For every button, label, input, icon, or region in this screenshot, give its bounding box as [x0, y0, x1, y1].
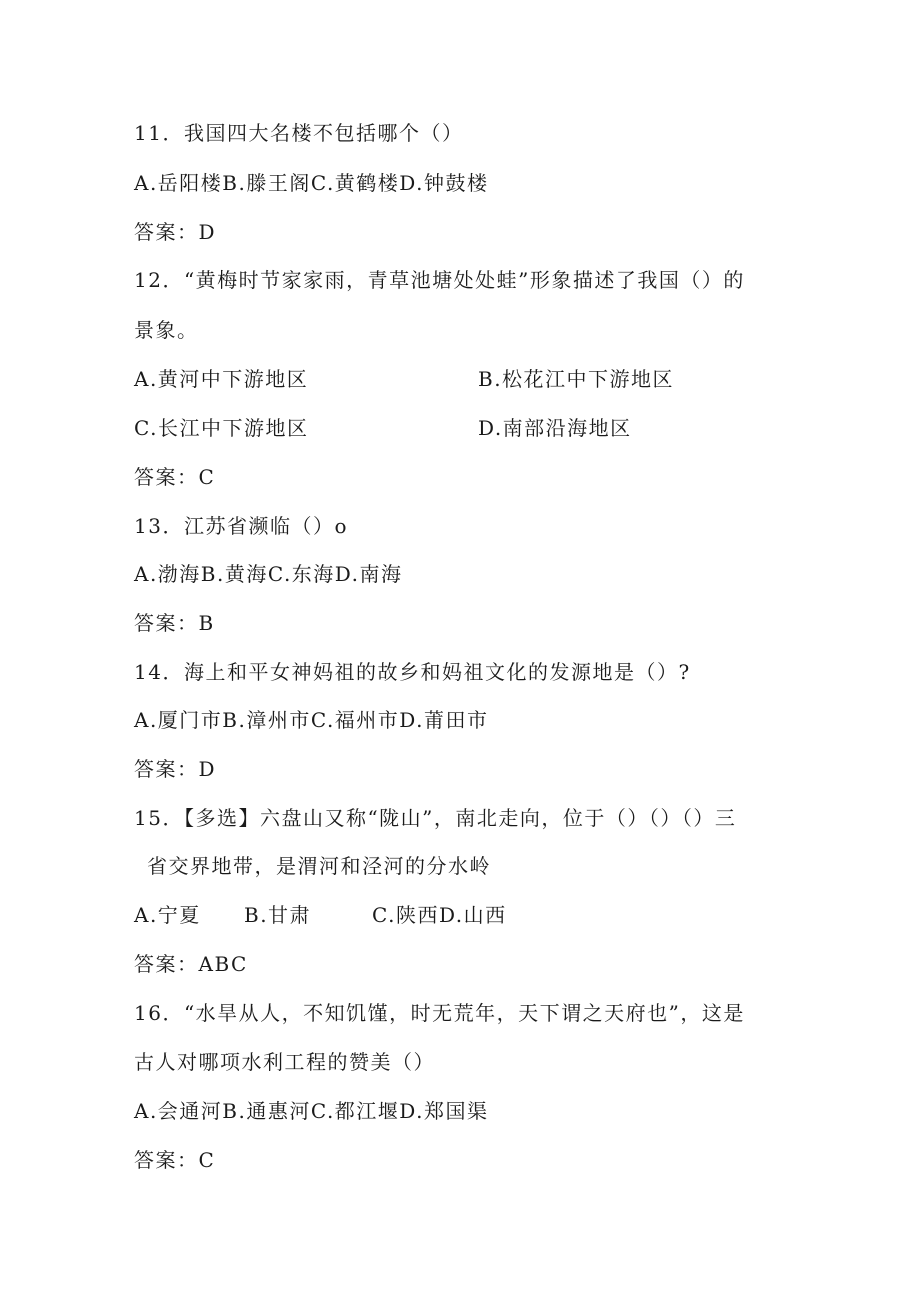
question-12-stem-line2: 景象。	[134, 318, 199, 342]
question-12-option-b: B.松花江中下游地区	[478, 367, 675, 391]
question-15-stem-line2: 省交界地带，是渭河和泾河的分水岭	[147, 854, 491, 878]
question-12-option-d: D.南部沿海地区	[478, 416, 632, 440]
question-11-answer: 答案：D	[134, 220, 217, 244]
question-15-answer: 答案：ABC	[134, 952, 248, 976]
question-12-answer: 答案：C	[134, 465, 216, 489]
question-16-stem-line1: 16．“水旱从人，不知饥馑，时无荒年，天下谓之天府也”，这是	[134, 1001, 745, 1025]
question-14-stem: 14．海上和平女神妈祖的故乡和妈祖文化的发源地是（）?	[134, 660, 691, 684]
question-16-stem-line2: 古人对哪项水利工程的赞美（）	[134, 1050, 435, 1074]
question-13-options: A.渤海B.黄海C.东海D.南海	[134, 562, 403, 586]
question-14-answer: 答案：D	[134, 757, 217, 781]
question-13-stem: 13．江苏省濒临（）o	[134, 514, 348, 538]
question-15-option-a: A.宁夏	[134, 903, 201, 927]
question-11-stem: 11．我国四大名楼不包括哪个（）	[134, 121, 464, 145]
question-12-option-a: A.黄河中下游地区	[134, 367, 309, 391]
question-16-answer: 答案：C	[134, 1148, 216, 1172]
question-11-options: A.岳阳楼B.滕王阁C.黄鹤楼D.钟鼓楼	[134, 171, 489, 195]
question-15-stem-line1: 15．【多选】六盘山又称“陇山”，南北走向，位于（）（）（）三	[134, 806, 737, 830]
question-15-option-cd: C.陕西D.山西	[372, 903, 507, 927]
question-12-stem-line1: 12．“黄梅时节家家雨，青草池塘处处蛙”形象描述了我国（）的	[134, 268, 745, 292]
question-15-option-b: B.甘肃	[244, 903, 312, 927]
question-16-options: A.会通河B.通惠河C.都江堰D.郑国渠	[134, 1099, 489, 1123]
question-13-answer: 答案：B	[134, 611, 215, 635]
question-14-options: A.厦门市B.漳州市C.福州市D.莆田市	[134, 708, 489, 732]
question-12-option-c: C.长江中下游地区	[134, 416, 309, 440]
